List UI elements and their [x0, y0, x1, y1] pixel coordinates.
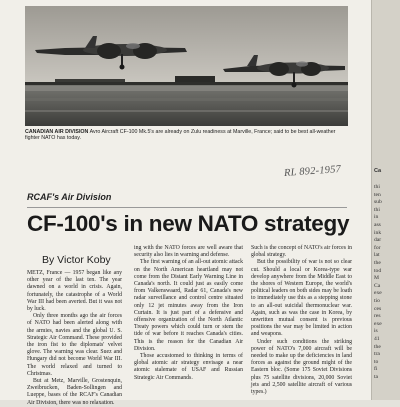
facing-page-word: M [374, 275, 379, 282]
facing-page-word: res [374, 313, 381, 320]
facing-page-edge [371, 0, 400, 400]
caption-lead: CANADIAN AIR DIVISION [25, 129, 89, 135]
facing-page-word: tio [374, 298, 380, 304]
article-column-3 [251, 245, 352, 396]
facing-page-word: exe [374, 290, 382, 297]
paragraph: But at Metz, Marville, Grostenquin, Zweibrucken, Baden-Sollingen and Lueppe, bases of the RCAF's Canadian Air Division, there was no relaxation. [27, 378, 122, 406]
facing-page-word: sub [374, 199, 382, 206]
paragraph: The first warning of an all-out atomic attack on the North American heartland may not come from the Distant Early Warning Line in Canada's north. It could just as easily come from Valkenswaard, Radar 61, Canada's new radar surveillance and control centre situated only 12 jet minutes away from the Iron Curtain. It is just part of a defensive and offensive organization of the North Atlantic Treaty powers which could turn or stem the tide of war before it reaches Canada's cities. This is the reason for the Canadian Air Division. [134, 259, 243, 352]
facing-page-word: tod [374, 267, 382, 274]
byline: By Victor Koby [42, 254, 111, 266]
article-column-1 [27, 270, 122, 407]
facing-page-word: exe [374, 320, 382, 327]
facing-page-word: ink [374, 229, 382, 236]
photo-caption [25, 129, 348, 142]
facing-page-word: thi [374, 184, 380, 190]
facing-page-word: dar [374, 237, 382, 244]
aircraft-photo [25, 6, 348, 126]
paragraph: Only three months ago the air forces of NATO had been alerted along with the armies, navies and the global U. S. Strategic Air Command. These provided the iron fist to the diplomats' velvet glove. The warning was clear. Suez and Hungary did not become World War III. The world relaxed and turned to Christmas. [27, 313, 122, 377]
facing-page-word: in [374, 214, 379, 221]
facing-page-word: Ca [374, 282, 381, 289]
facing-page-word: tra [374, 351, 380, 358]
facing-page-label: Ca [374, 168, 382, 174]
facing-page-word: ces [374, 305, 382, 312]
handwritten-annotation: RL 892-1957 [283, 164, 342, 179]
facing-page-word: to [374, 358, 379, 365]
paragraph: METZ, France — 1957 began like any other year of the last ten. The year dawned on a world in crisis. Again, fortunately, the catastrophe of a World War III had been averted. But it was not by luck. [27, 270, 122, 313]
cf100-aircraft-image [25, 6, 348, 126]
facing-page-word: fi [374, 366, 378, 373]
paragraph: Such is the concept of NATO's air forces in global strategy. [251, 245, 352, 259]
facing-page-word: the [374, 260, 381, 266]
facing-page-word: ten [374, 191, 381, 198]
facing-page-word: lat [374, 252, 380, 259]
section-kicker: RCAF's Air Division [27, 192, 112, 202]
facing-page-word: 41 [374, 336, 380, 342]
facing-page-word: ass [374, 222, 381, 228]
facing-page-word: for [374, 244, 381, 251]
paragraph: Those accustomed to thinking in terms of global atomic air strategy envisage a near atomic stalemate of USAF and Russian Strategic Air Commands. [134, 353, 243, 381]
article-column-2 [134, 245, 243, 382]
headline: CF-100's in new NATO strategy [27, 211, 350, 236]
paragraph: Under such conditions the striking power of NATO's 7,000 aircraft will be needed to make up the deficiencies in land forces as against the ground might of the Eastern bloc. (Some 175 Soviet Divisions plus 75 satellite divisions, 20,000 Soviet jets and 2,500 satellite aircraft of various types.) [251, 338, 352, 396]
facing-page-word: the [374, 343, 381, 350]
paragraph: ing with the NATO forces are well aware that security also lies in warning and defense. [134, 245, 243, 259]
facing-page-word: ta [374, 374, 379, 380]
paragraph: But the possibility of war is not so clear cut. Should a local or Korea-type war develop anywhere from the Middle East to the shores of Western Europe, the world's political leaders on both sides may be loath to immediately use this as a stepping stone to an all-out suicidal thermonuclear war. Again, such as was the case in Korea, by unwritten mutual consent is previous positions the war may be limited in action and weapons. [251, 259, 352, 338]
facing-page-word: thi [374, 206, 380, 213]
facing-page-word: is [374, 328, 378, 335]
caption-body: Avro Aircraft CF-100 Mk.5's are already on Zulu readiness at Marville, France; said to be best all-weather fighter NATO has today. [25, 129, 336, 142]
section-rule [27, 207, 347, 208]
